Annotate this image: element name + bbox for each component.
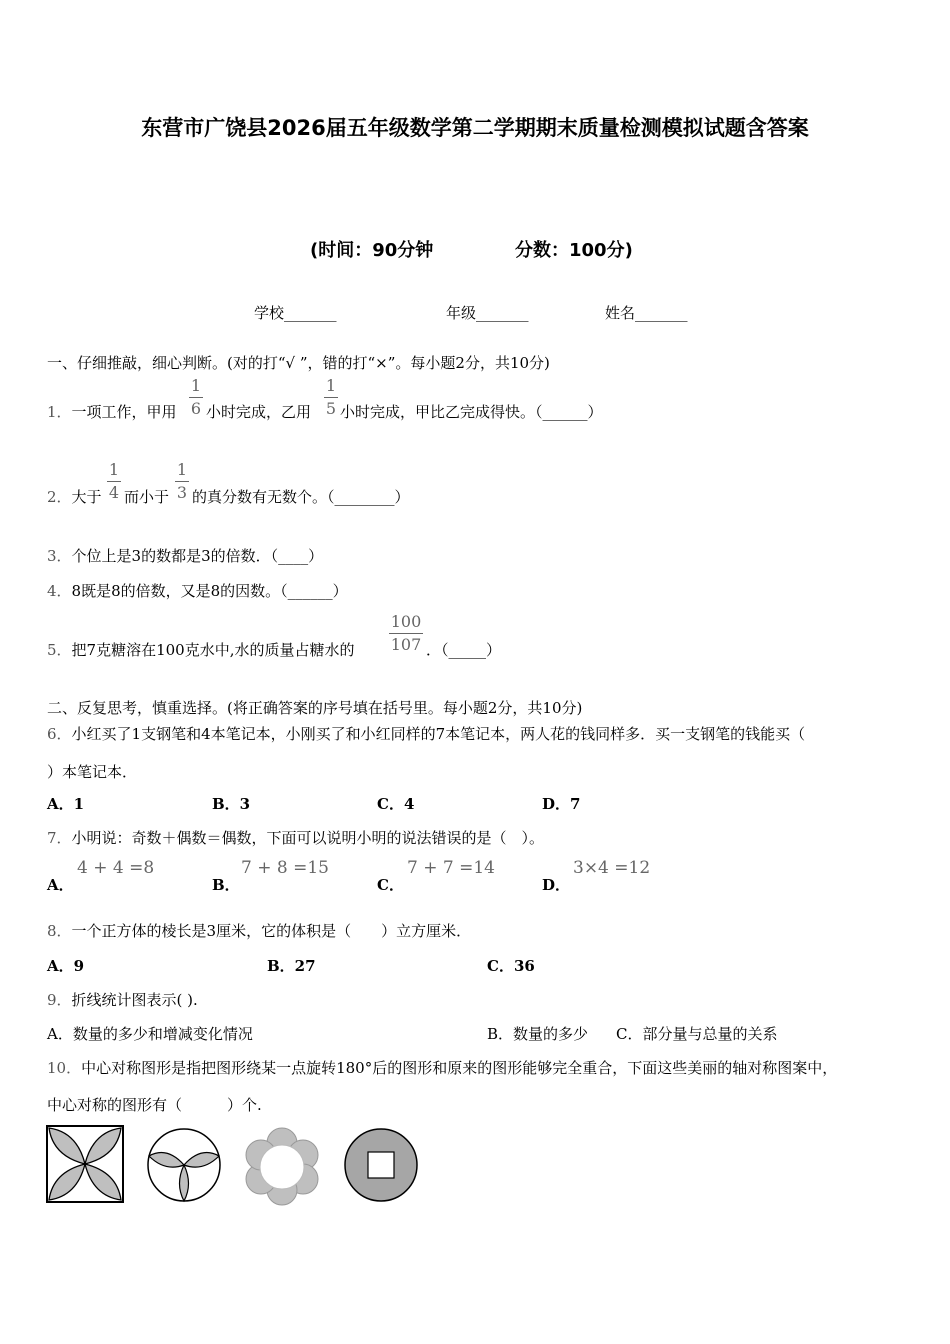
option-a-label[interactable]: A． <box>47 876 74 894</box>
option-d-expression: 3×4 =12 <box>573 858 651 878</box>
question-number: 3． <box>47 547 72 565</box>
question-text: 个位上是3的数都是3的倍数．（____） <box>71 547 324 565</box>
question-text: 8既是8的倍数，又是8的因数。（______） <box>71 582 348 600</box>
option-a[interactable]: A．1 <box>47 795 85 813</box>
question-number: 2． <box>47 488 72 506</box>
question-text: 中心对称图形是指把图形绕某一点旋转180°后的图形和原来的图形能够完全重合，下面这些美丽的轴对称图案中， <box>81 1059 838 1077</box>
question-10 <box>47 1057 837 1078</box>
fraction-100-107: 100 107 <box>390 612 422 654</box>
question-9 <box>47 989 198 1010</box>
question-text: 小时完成，乙用 <box>206 403 312 421</box>
question-text: 一项工作，甲用 <box>71 403 177 421</box>
section1-heading: 一、仔细推敲，细心判断。(对的打“√ ”，错的打“×”。每小题2分，共10分) <box>47 354 550 372</box>
fraction-1-4: 1 4 <box>108 460 120 502</box>
option-b[interactable]: B．数量的多少 <box>487 1025 589 1043</box>
question-number: 6． <box>47 725 72 743</box>
question-text: 一个正方体的棱长是3厘米，它的体积是（ ）立方厘米． <box>71 922 472 940</box>
question-8 <box>47 920 471 941</box>
question-2 <box>47 486 102 507</box>
question-7 <box>47 827 544 848</box>
figure-flower <box>242 1126 322 1206</box>
option-b-label[interactable]: B． <box>212 876 240 894</box>
name-field[interactable]: 姓名_______ <box>605 304 688 322</box>
option-b[interactable]: B．3 <box>212 795 251 813</box>
question-number: 1． <box>47 403 72 421</box>
fraction-1-3: 1 3 <box>176 460 188 502</box>
question-text: 小红买了1支钢笔和4本笔记本，小刚买了和小红同样的7本笔记本，两人花的钱同样多．买一支钢笔的钱能买（ <box>71 725 806 743</box>
fraction-1-6: 1 6 <box>190 376 202 418</box>
question-text: 大于 <box>71 488 102 506</box>
option-d-label[interactable]: D． <box>542 876 571 894</box>
question-number: 10． <box>47 1059 82 1077</box>
question-text-answer-blank: 小时完成，甲比乙完成得快。（______） <box>340 403 603 421</box>
page-title: 东营市广饶县2026届五年级数学第二学期期末质量检测模拟试题含答案 <box>141 116 809 140</box>
question-3 <box>47 545 323 566</box>
figure-square-petals <box>45 1124 125 1204</box>
figure-circle-three-petals <box>145 1126 223 1204</box>
option-c[interactable]: C．部分量与总量的关系 <box>616 1025 778 1043</box>
time-label: (时间：90分钟 <box>310 240 434 261</box>
question-6 <box>47 723 805 744</box>
question-1 <box>47 401 177 422</box>
section2-heading: 二、反复思考，慎重选择。(将正确答案的序号填在括号里。每小题2分，共10分) <box>47 699 583 717</box>
school-field[interactable]: 学校_______ <box>254 304 337 322</box>
option-c[interactable]: C．4 <box>377 795 415 813</box>
option-a[interactable]: A．9 <box>47 957 85 975</box>
question-number: 5． <box>47 641 72 659</box>
question-text-continued: ）本笔记本． <box>47 763 138 781</box>
grade-field[interactable]: 年级_______ <box>446 304 529 322</box>
question-5 <box>47 639 355 660</box>
option-d[interactable]: D．7 <box>542 795 581 813</box>
option-a[interactable]: A．数量的多少和增减变化情况 <box>47 1025 253 1043</box>
question-text: 折线统计图表示( ). <box>71 991 198 1009</box>
option-b[interactable]: B．27 <box>267 957 316 975</box>
question-number: 4． <box>47 582 72 600</box>
option-b-expression: 7 + 8 =15 <box>241 858 329 878</box>
question-text: 小明说：奇数＋偶数＝偶数，下面可以说明小明的说法错误的是（ ）。 <box>71 829 545 847</box>
question-text-answer-blank: ．（_____） <box>426 641 502 659</box>
score-label: 分数：100分) <box>515 240 633 261</box>
question-number: 7． <box>47 829 72 847</box>
question-text: 而小于 <box>124 488 170 506</box>
question-number: 9． <box>47 991 72 1009</box>
question-text-continued: 中心对称的图形有（ ）个. <box>47 1096 262 1114</box>
question-text-answer-blank: 的真分数有无数个。（________） <box>192 488 410 506</box>
figure-coin <box>342 1126 420 1204</box>
question-number: 8． <box>47 922 72 940</box>
question-text: 把7克糖溶在100克水中,水的质量占糖水的 <box>71 641 355 659</box>
option-c[interactable]: C．36 <box>487 957 535 975</box>
option-a-expression: 4 + 4 =8 <box>77 858 155 878</box>
question-4 <box>47 580 348 601</box>
option-c-expression: 7 + 7 =14 <box>407 858 495 878</box>
fraction-1-5: 1 5 <box>325 376 337 418</box>
option-c-label[interactable]: C． <box>377 876 404 894</box>
